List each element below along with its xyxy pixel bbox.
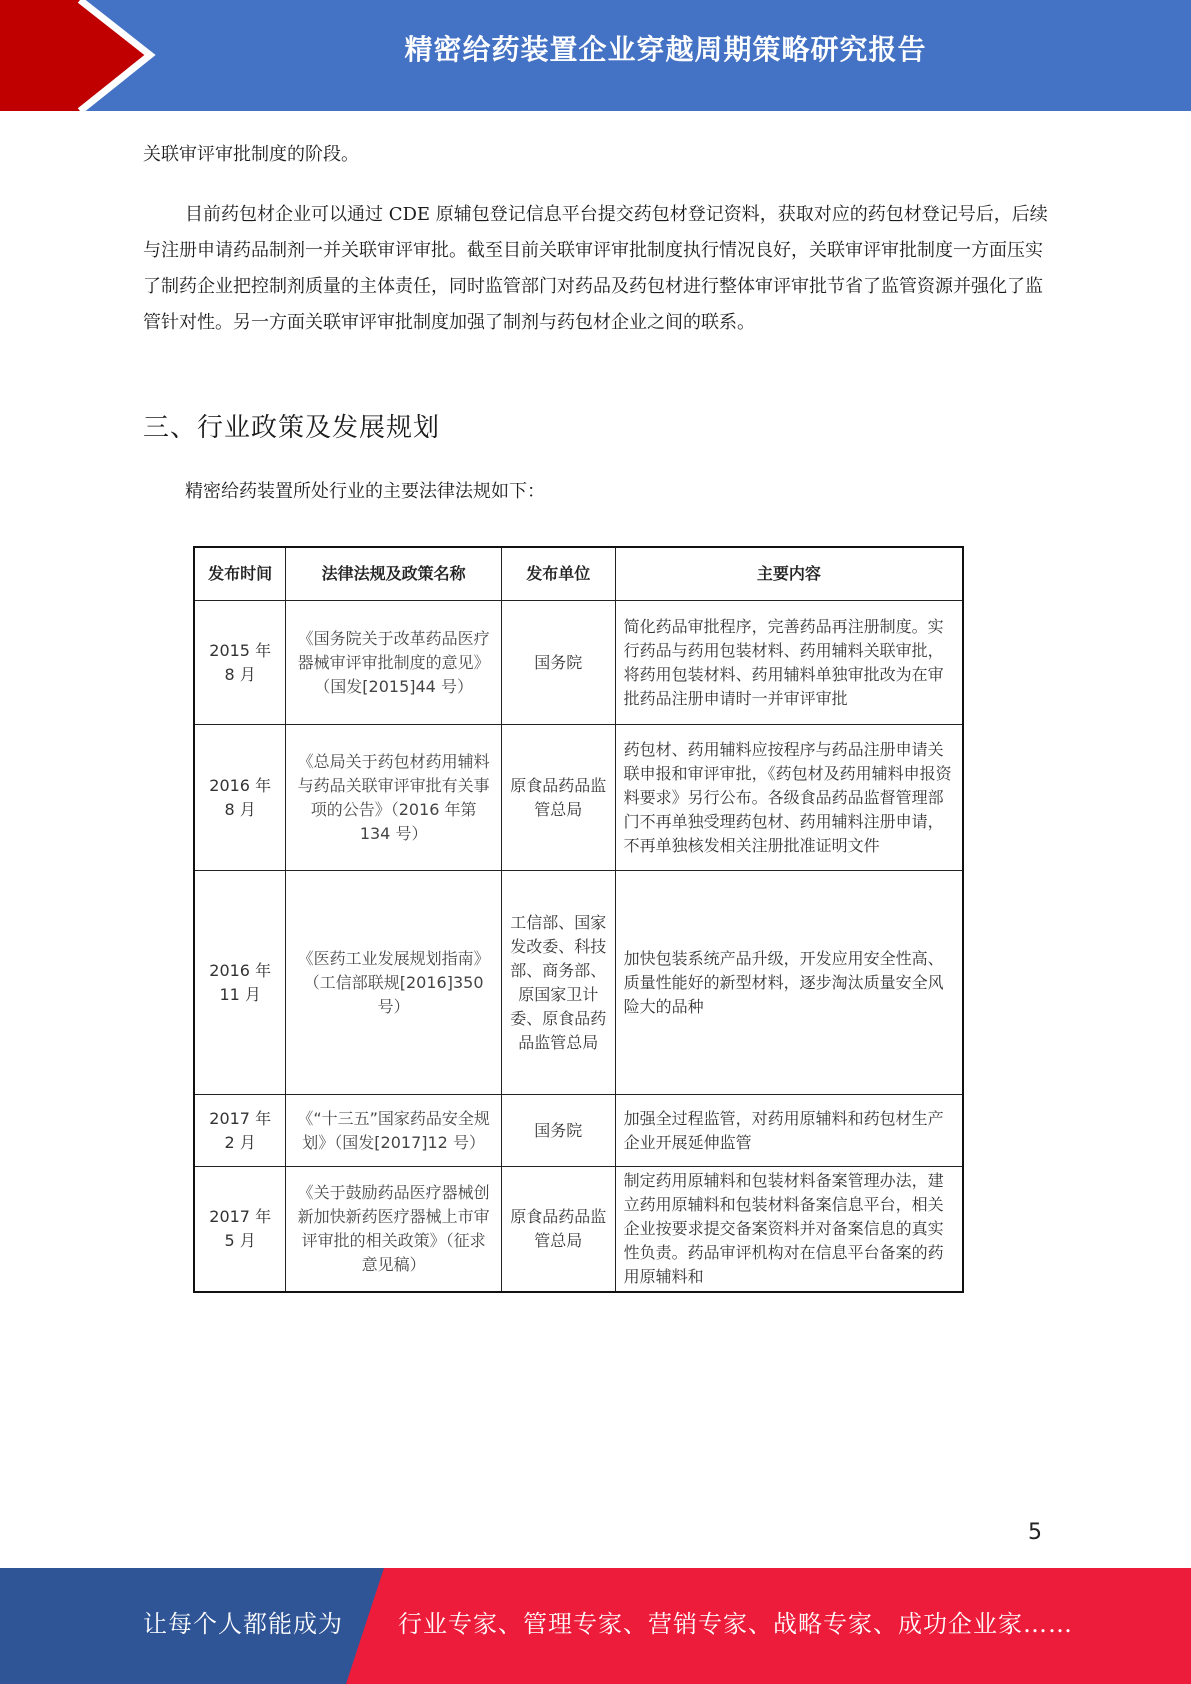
table-row xyxy=(194,871,963,1095)
cell-time: 2015 年 8 月 xyxy=(194,601,286,725)
table-row xyxy=(194,1167,963,1293)
cell-issuer: 原食品药品监管总局 xyxy=(501,1167,615,1293)
table-row xyxy=(194,1095,963,1167)
cell-issuer: 原食品药品监管总局 xyxy=(501,725,615,871)
table-row xyxy=(194,725,963,871)
footer-slogan-left: 让每个人都能成为 xyxy=(143,1610,343,1638)
cell-content: 加强全过程监管，对药用原辅料和药包材生产企业开展延伸监管 xyxy=(615,1095,963,1167)
page-header xyxy=(0,0,1191,111)
footer-slogan-right: 行业专家、管理专家、营销专家、战略专家、成功企业家…… xyxy=(398,1610,1073,1638)
column-header-content: 主要内容 xyxy=(615,547,963,601)
page-footer xyxy=(0,1568,1191,1684)
column-header-name: 法律法规及政策名称 xyxy=(286,547,502,601)
header-title: 精密给药装置企业穿越周期策略研究报告 xyxy=(404,33,927,66)
section-heading: 三、行业政策及发展规划 xyxy=(143,413,441,443)
cell-content: 药包材、药用辅料应按程序与药品注册申请关联申报和审评审批，《药包材及药用辅料申报资料要求》另行公布。各级食品药品监督管理部门不再单独受理药包材、药用辅料注册申请，不再单独核发相关注册批准证明文件 xyxy=(615,725,963,871)
cell-content: 加快包装系统产品升级，开发应用安全性高、质量性能好的新型材料，逐步淘汰质量安全风险大的品种 xyxy=(615,871,963,1095)
paragraph-continuation: 关联审评审批制度的阶段。 xyxy=(143,144,359,165)
paragraph-cde-platform: 目前药包材企业可以通过 CDE 原辅包登记信息平台提交药包材登记资料，获取对应的药包材登记号后，后续与注册申请药品制剂一并关联审评审批。截至目前关联审评审批制度执行情况良好，关联审评审批制度一方面压实了制药企业把控制剂质量的主体责任，同时监管部门对药品及药包材进行整体审评审批节省了监管资源并强化了监管针对性。另一方面关联审评审批制度加强了制剂与药包材企业之间的联系。 xyxy=(143,204,1048,333)
cell-content: 简化药品审批程序，完善药品再注册制度。实行药品与药用包装材料、药用辅料关联审批，将药用包装材料、药用辅料单独审批改为在审批药品注册申请时一并审评审批 xyxy=(615,601,963,725)
cell-issuer: 工信部、国家发改委、科技部、商务部、原国家卫计委、原食品药品监管总局 xyxy=(501,871,615,1095)
header-arrow-decoration xyxy=(0,0,160,111)
cell-content: 制定药用原辅料和包装材料备案管理办法，建立药用原辅料和包装材料备案信息平台，相关企业按要求提交备案资料并对备案信息的真实性负责。药品审评机构对在信息平台备案的药用原辅料和 xyxy=(615,1167,963,1293)
cell-policy-name: 《医药工业发展规划指南》（工信部联规[2016]350 号） xyxy=(286,871,502,1095)
column-header-time: 发布时间 xyxy=(194,547,286,601)
cell-policy-name: 《总局关于药包材药用辅料与药品关联审评审批有关事项的公告》（2016 年第 134 号） xyxy=(286,725,502,871)
cell-time: 2017 年 5 月 xyxy=(194,1167,286,1293)
cell-policy-name: 《关于鼓励药品医疗器械创新加快新药医疗器械上市审评审批的相关政策》（征求意见稿） xyxy=(286,1167,502,1293)
cell-issuer: 国务院 xyxy=(501,601,615,725)
table-header-row xyxy=(194,547,963,601)
regulation-table xyxy=(193,546,964,1293)
table-row xyxy=(194,601,963,725)
cell-time: 2016 年 8 月 xyxy=(194,725,286,871)
cell-time: 2017 年 2 月 xyxy=(194,1095,286,1167)
cell-issuer: 国务院 xyxy=(501,1095,615,1167)
paragraph-table-intro: 精密给药装置所处行业的主要法律法规如下： xyxy=(185,481,545,502)
column-header-unit: 发布单位 xyxy=(501,547,615,601)
page-number: 5 xyxy=(1028,1520,1042,1545)
cell-policy-name: 《国务院关于改革药品医疗器械审评审批制度的意见》（国发[2015]44 号） xyxy=(286,601,502,725)
cell-time: 2016 年 11 月 xyxy=(194,871,286,1095)
cell-policy-name: 《“十三五”国家药品安全规划》（国发[2017]12 号） xyxy=(286,1095,502,1167)
